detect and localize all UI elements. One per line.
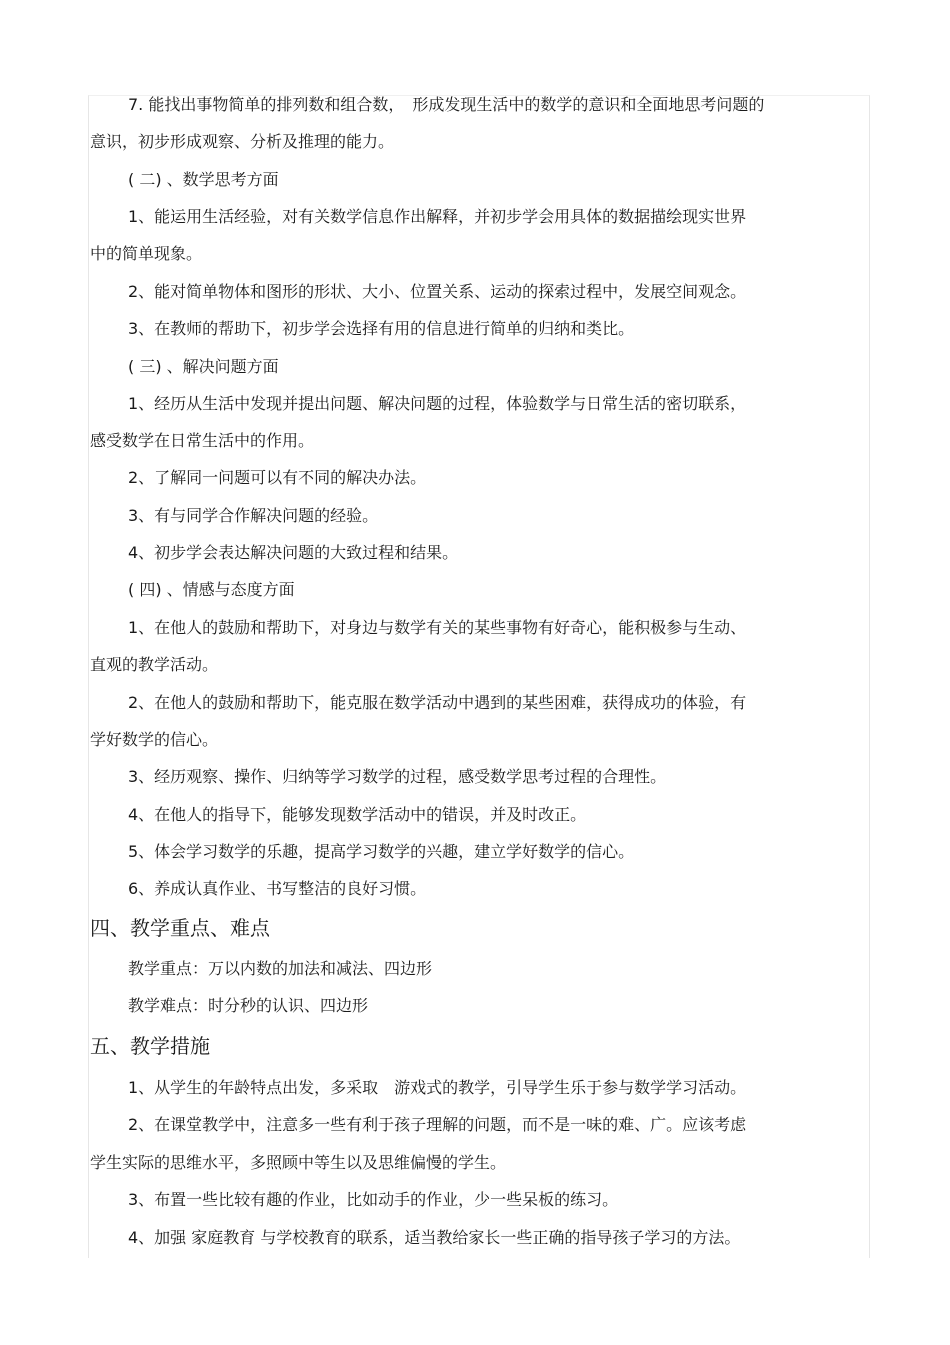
text-line-difficulty: 教学难点：时分秒的认识、四边形 (128, 996, 369, 1015)
subheading-attitude: ( 四) 、情感与态度方面 (128, 580, 295, 599)
text-line-29: 学生实际的思维水平，多照顾中等生以及思维偏慢的学生。 (90, 1153, 507, 1172)
text-line-16: 直观的教学活动。 (90, 655, 219, 674)
text-line-11: 2、了解同一问题可以有不同的解决办法。 (128, 468, 427, 487)
text-line-20: 4、在他人的指导下，能够发现数学活动中的错误，并及时改正。 (128, 805, 587, 824)
text-line-21: 5、体会学习数学的乐趣，提高学习数学的兴趣，建立学好数学的信心。 (128, 842, 635, 861)
subheading-problem-solving: ( 三) 、解决问题方面 (128, 357, 279, 376)
section-heading-measures: 五、教学措施 (90, 1034, 210, 1058)
text-line-22: 6、养成认真作业、书写整洁的良好习惯。 (128, 879, 427, 898)
text-line-5: 中的简单现象。 (90, 244, 203, 263)
text-line-13: 4、初步学会表达解决问题的大致过程和结果。 (128, 543, 459, 562)
text-line-12: 3、有与同学合作解决问题的经验。 (128, 506, 379, 525)
text-line-17: 2、在他人的鼓励和帮助下，能克服在数学活动中遇到的某些困难，获得成功的体验，有 (128, 693, 747, 712)
text-line-15: 1、在他人的鼓励和帮助下，对身边与数学有关的某些事物有好奇心，能积极参与生动、 (128, 618, 747, 637)
text-line-30: 3、布置一些比较有趣的作业，比如动手的作业，少一些呆板的练习。 (128, 1190, 619, 1209)
text-line-4: 1、能运用生活经验，对有关数学信息作出解释，并初步学会用具体的数据描绘现实世界 (128, 207, 747, 226)
text-line-2: 意识，初步形成观察、分析及推理的能力。 (90, 132, 395, 151)
text-line-7: 3、在教师的帮助下，初步学会选择有用的信息进行简单的归纳和类比。 (128, 319, 635, 338)
text-line-10: 感受数学在日常生活中的作用。 (90, 431, 315, 450)
text-line-18: 学好数学的信心。 (90, 730, 219, 749)
text-line-31: 4、加强 家庭教育 与学校教育的联系，适当教给家长一些正确的指导孩子学习的方法。 (128, 1228, 741, 1247)
text-line-1: 7. 能找出事物简单的排列数和组合数， 形成发现生活中的数学的意识和全面地思考问题的 (128, 95, 765, 114)
text-line-27: 1、从学生的年龄特点出发，多采取 游戏式的教学，引导学生乐于参与数学学习活动。 (128, 1078, 747, 1097)
text-line-focus: 教学重点：万以内数的加法和减法、四边形 (128, 959, 433, 978)
text-line-28: 2、在课堂教学中，注意多一些有利于孩子理解的问题，而不是一味的难、广。应该考虑 (128, 1115, 747, 1134)
text-line-6: 2、能对简单物体和图形的形状、大小、位置关系、运动的探索过程中，发展空间观念。 (128, 282, 747, 301)
subheading-thinking: ( 二) 、数学思考方面 (128, 170, 279, 189)
text-line-9: 1、经历从生活中发现并提出问题、解决问题的过程，体验数学与日常生活的密切联系， (128, 394, 747, 413)
section-heading-focus: 四、教学重点、难点 (90, 916, 270, 940)
text-line-19: 3、经历观察、操作、归纳等学习数学的过程，感受数学思考过程的合理性。 (128, 767, 667, 786)
